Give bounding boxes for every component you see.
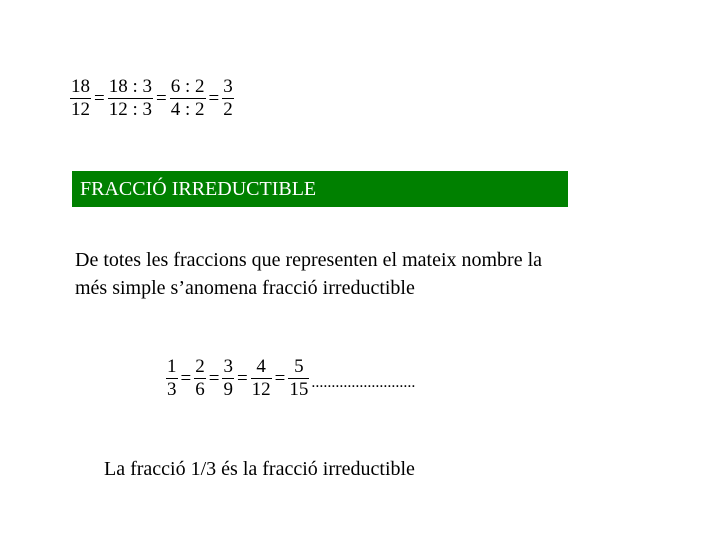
equivalent-fractions-equation	[166, 356, 415, 401]
numerator: 3	[223, 76, 233, 97]
equals-sign: =	[274, 367, 286, 389]
numerator: 6 : 2	[170, 76, 205, 97]
equals-sign: =	[208, 367, 220, 389]
numerator: 18 : 3	[108, 76, 152, 97]
denominator: 2	[223, 99, 233, 120]
equals-sign: =	[94, 87, 105, 109]
equals-sign: =	[180, 367, 192, 389]
denominator: 6	[195, 379, 205, 400]
fraction-3-9	[222, 356, 234, 401]
numerator: 2	[195, 356, 205, 377]
continuation-dots: ..........................	[311, 373, 416, 391]
numerator: 1	[167, 356, 177, 377]
denominator: 12	[71, 99, 90, 120]
numerator: 5	[294, 356, 304, 377]
numerator: 4	[256, 356, 266, 377]
fraction-divide-by-2	[170, 76, 206, 121]
fraction-4-12	[251, 356, 272, 401]
denominator: 15	[289, 379, 309, 400]
denominator: 3	[167, 379, 177, 400]
conclusion-text: La fracció 1/3 és la fracció irreductible	[104, 458, 415, 480]
denominator: 4 : 2	[170, 99, 205, 120]
simplification-equation	[70, 76, 234, 121]
fraction-5-15	[288, 356, 309, 401]
fraction-18-12	[70, 76, 91, 121]
fraction-2-6	[194, 356, 206, 401]
fraction-divide-by-3	[108, 76, 153, 121]
numerator: 3	[223, 356, 233, 377]
equals-sign: =	[236, 367, 248, 389]
title-banner: FRACCIÓ IRREDUCTIBLE	[72, 171, 568, 207]
denominator: 12 : 3	[108, 99, 152, 120]
definition-text: De totes les fraccions que representen el mateix nombre la més simple s’anomena fracció irreductible	[75, 249, 543, 299]
equals-sign: =	[156, 87, 167, 109]
denominator: 12	[251, 379, 271, 400]
fraction-3-2	[222, 76, 234, 121]
numerator: 18	[71, 76, 90, 97]
denominator: 9	[223, 379, 233, 400]
equals-sign: =	[208, 87, 220, 109]
fraction-1-3	[166, 356, 178, 401]
